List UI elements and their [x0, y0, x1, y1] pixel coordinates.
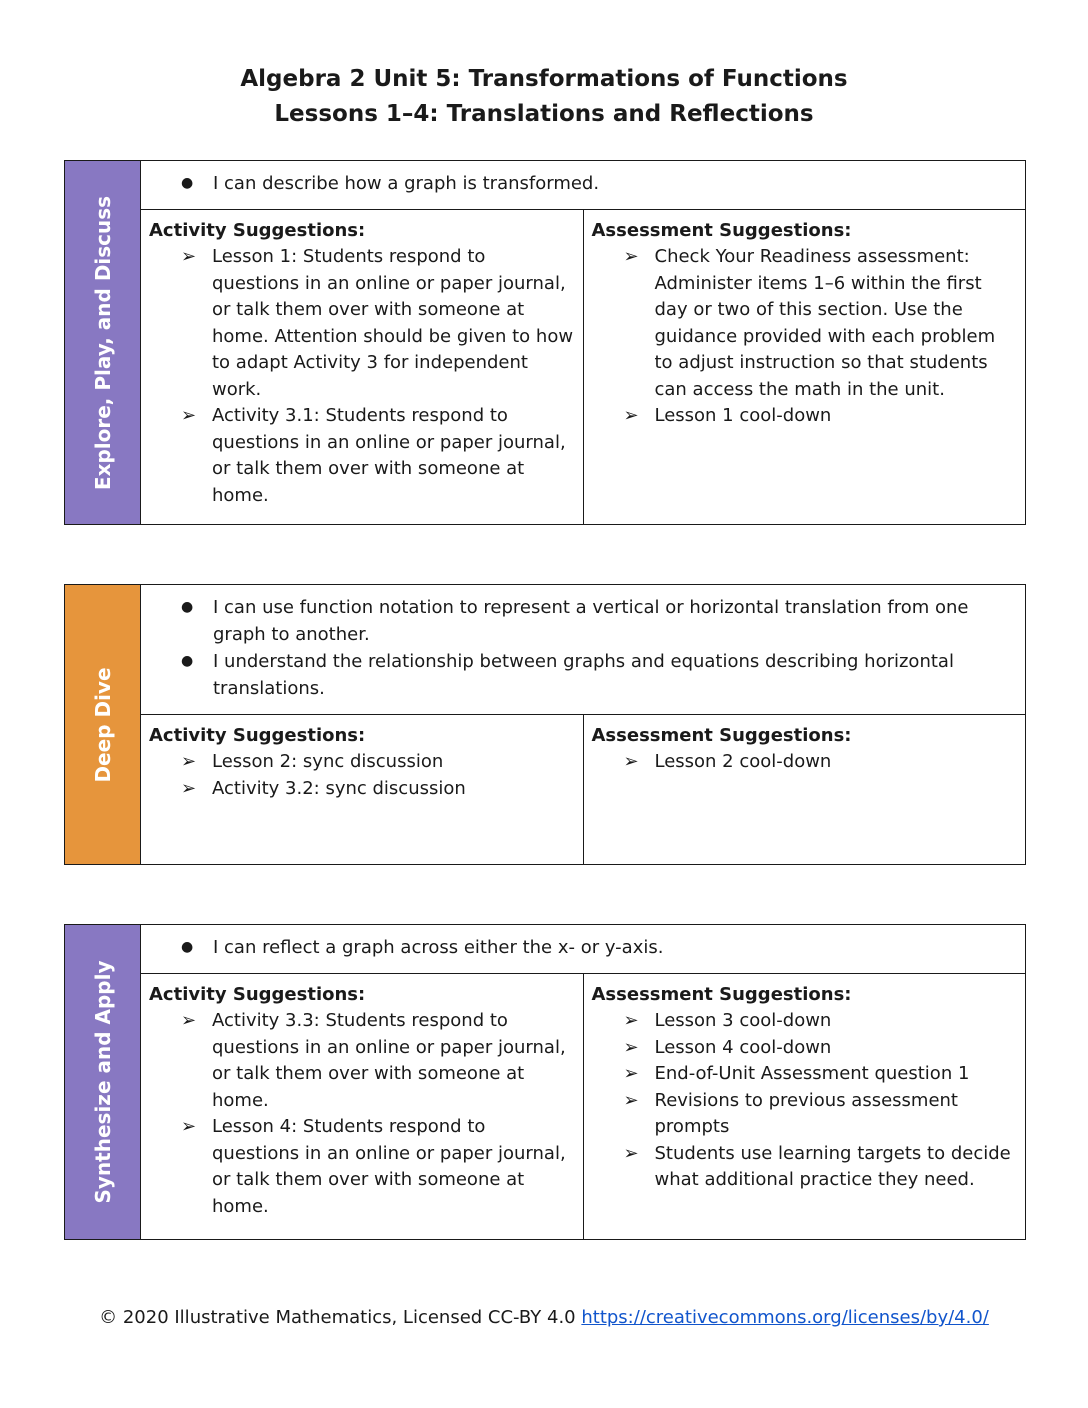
activity-suggestions [141, 715, 584, 864]
section-band-label: Deep Dive [90, 666, 115, 783]
section-band [65, 585, 141, 864]
activity-heading: Activity Suggestions: [149, 725, 366, 746]
learning-target: ● I can reflect a graph across either the x- or y-axis. [181, 934, 1015, 961]
activity-item: ➢ Activity 3.1: Students respond to questions in an online or paper journal, or talk them over with someone at home. [149, 403, 575, 509]
activity-item: ➢ Activity 3.2: sync discussion [149, 776, 575, 803]
footer [0, 1304, 1088, 1332]
assessment-heading: Assessment Suggestions: [591, 220, 852, 241]
activity-suggestions [141, 974, 584, 1239]
assessment-suggestions [584, 715, 1026, 864]
assessment-item: ➢ Check Your Readiness assessment: Administer items 1–6 within the first day or two of this section. Use the guidance provided with each problem to adjust instruction so that students can access the math in the unit. [592, 244, 1018, 403]
activity-item: ➢ Lesson 1: Students respond to questions in an online or paper journal, or talk them over with someone at home. Attention should be given to how to adapt Activity 3 for independent work. [149, 244, 575, 403]
activity-suggestions [141, 210, 584, 524]
activity-item: ➢ Lesson 2: sync discussion [149, 749, 575, 776]
assessment-suggestions [584, 210, 1026, 524]
activity-heading: Activity Suggestions: [149, 984, 366, 1005]
assessment-item: ➢ Lesson 3 cool-down [592, 1008, 1018, 1035]
learning-targets [141, 161, 1025, 210]
section-explore-play-discuss [64, 160, 1026, 525]
learning-target: ● I can describe how a graph is transformed. [181, 170, 1015, 197]
learning-target: ● I understand the relationship between graphs and equations describing horizontal translations. [181, 648, 1015, 702]
section-band-label: Synthesize and Apply [90, 960, 115, 1204]
page-subtitle: Lessons 1–4: Translations and Reflections [274, 101, 814, 127]
section-band-label: Explore, Play, and Discuss [90, 195, 115, 490]
assessment-item: ➢ Students use learning targets to decide what additional practice they need. [592, 1141, 1018, 1194]
assessment-item: ➢ Lesson 2 cool-down [592, 749, 1018, 776]
activity-item: ➢ Activity 3.3: Students respond to questions in an online or paper journal, or talk them over with someone at home. [149, 1008, 575, 1114]
assessment-heading: Assessment Suggestions: [591, 725, 852, 746]
assessment-item: ➢ Revisions to previous assessment prompts [592, 1088, 1018, 1141]
learning-targets [141, 585, 1025, 715]
section-band [65, 925, 141, 1239]
section-deep-dive [64, 584, 1026, 865]
assessment-item: ➢ Lesson 4 cool-down [592, 1035, 1018, 1062]
license-link[interactable]: https://creativecommons.org/licenses/by/4.0/ [581, 1307, 989, 1328]
activity-heading: Activity Suggestions: [149, 220, 366, 241]
assessment-item: ➢ End-of-Unit Assessment question 1 [592, 1061, 1018, 1088]
assessment-suggestions [584, 974, 1026, 1239]
learning-targets [141, 925, 1025, 974]
section-synthesize-apply [64, 924, 1026, 1240]
page-title: Algebra 2 Unit 5: Transformations of Functions [240, 66, 848, 92]
copyright-text: © 2020 Illustrative Mathematics, Licensed CC-BY 4.0 [99, 1307, 576, 1328]
activity-item: ➢ Lesson 4: Students respond to questions in an online or paper journal, or talk them over with someone at home. [149, 1114, 575, 1220]
assessment-heading: Assessment Suggestions: [591, 984, 852, 1005]
learning-target: ● I can use function notation to represent a vertical or horizontal translation from one graph to another. [181, 594, 1015, 648]
assessment-item: ➢ Lesson 1 cool-down [592, 403, 1018, 430]
section-band [65, 161, 141, 524]
